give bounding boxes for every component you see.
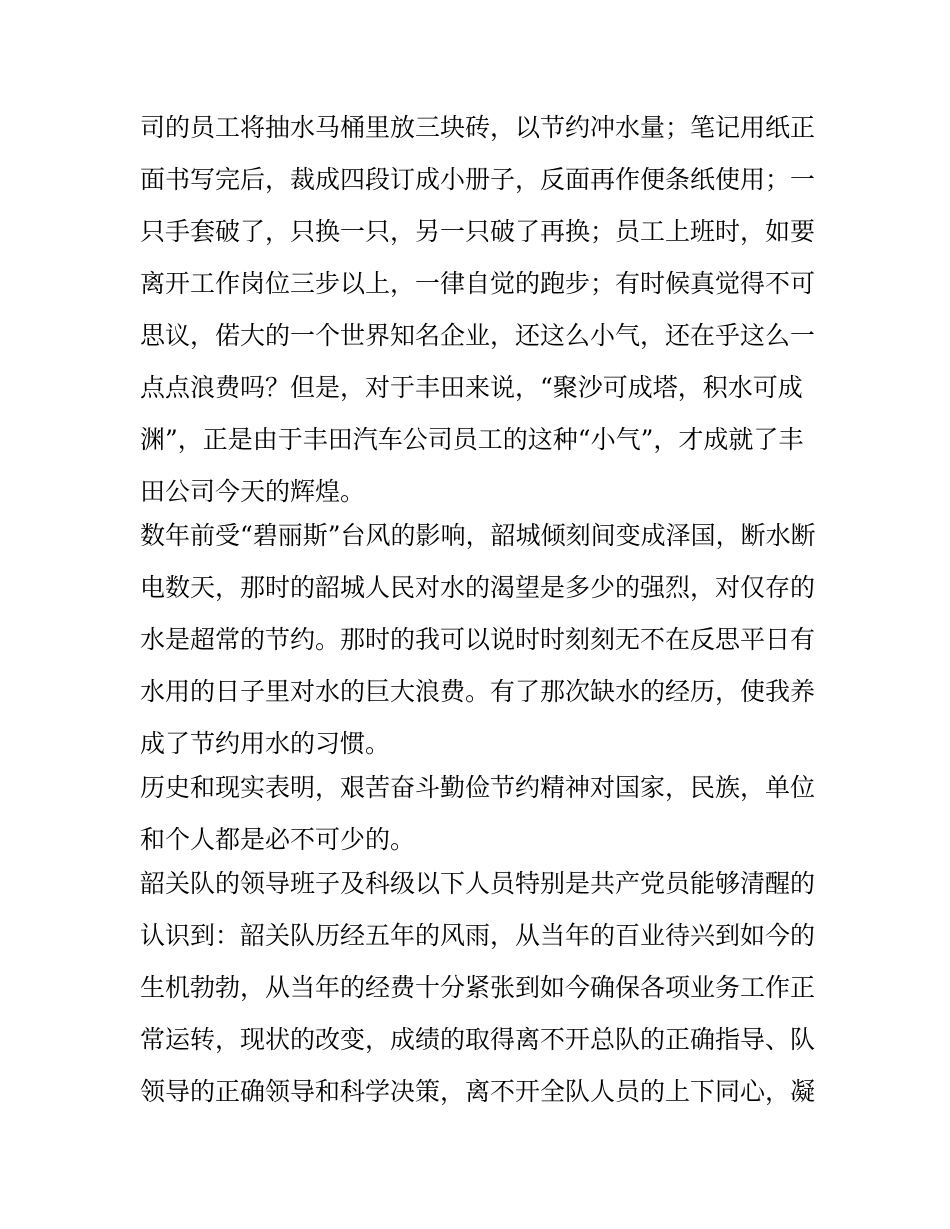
text-line: 离开工作岗位三步以上，一律自觉的跑步；有时候真觉得不可 bbox=[140, 269, 816, 298]
text-line: 渊”，正是由于丰田汽车公司员工的这种“小气”，才成就了丰 bbox=[140, 425, 804, 454]
text-line: 电数天，那时的韶城人民对水的渴望是多少的强烈，对仅存的 bbox=[140, 573, 816, 602]
text-line: 田公司今天的辉煌。 bbox=[140, 477, 366, 506]
text-line: 面书写完后，裁成四段订成小册子，反面再作便条纸使用；一 bbox=[140, 165, 816, 194]
text-line: 点点浪费吗？但是，对于丰田来说，“聚沙可成塔，积水可成 bbox=[140, 373, 803, 402]
text-line: 思议，偌大的一个世界知名企业，还这么小气，还在乎这么一 bbox=[140, 321, 816, 350]
text-line: 水用的日子里对水的巨大浪费。有了那次缺水的经历，使我养 bbox=[140, 677, 816, 706]
text-line: 只手套破了，只换一只，另一只破了再换；员工上班时，如要 bbox=[140, 217, 816, 246]
text-line: 历史和现实表明，艰苦奋斗勤俭节约精神对国家，民族，单位 bbox=[140, 773, 816, 802]
text-line: 成了节约用水的习惯。 bbox=[140, 729, 391, 758]
text-line: 领导的正确领导和科学决策，离不开全队人员的上下同心，凝 bbox=[140, 1077, 816, 1106]
text-line: 水是超常的节约。那时的我可以说时时刻刻无不在反思平日有 bbox=[140, 625, 816, 654]
text-line: 司的员工将抽水马桶里放三块砖，以节约冲水量；笔记用纸正 bbox=[140, 113, 816, 142]
text-line: 生机勃勃，从当年的经费十分紧张到如今确保各项业务工作正 bbox=[140, 973, 816, 1002]
text-line: 韶关队的领导班子及科级以下人员特别是共产党员能够清醒的 bbox=[140, 869, 816, 898]
text-line: 数年前受“碧丽斯”台风的影响，韶城倾刻间变成泽国，断水断 bbox=[140, 521, 816, 550]
text-line: 常运转，现状的改变，成绩的取得离不开总队的正确指导、队 bbox=[140, 1025, 816, 1054]
text-line: 和个人都是必不可少的。 bbox=[140, 825, 416, 854]
text-line: 认识到：韶关队历经五年的风雨，从当年的百业待兴到如今的 bbox=[140, 921, 816, 950]
